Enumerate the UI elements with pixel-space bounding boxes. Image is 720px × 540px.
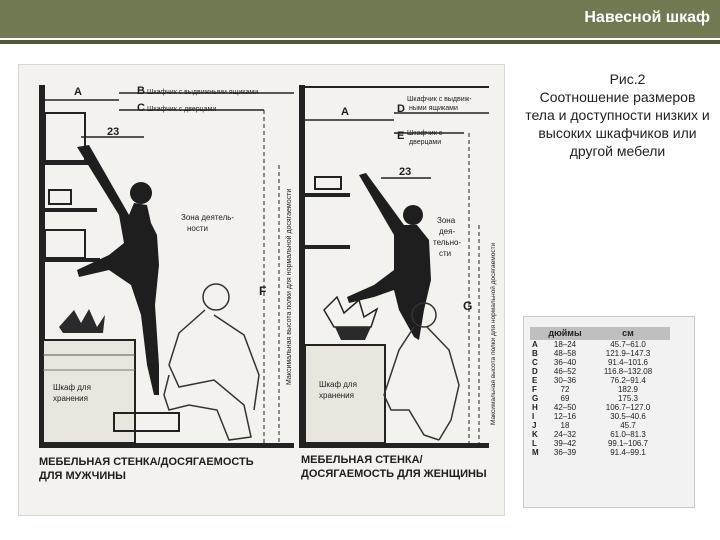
- left-bottom-line1: МЕБЕЛЬНАЯ СТЕНКА/ДОСЯГАЕМОСТЬ: [39, 456, 254, 468]
- left-bottom-line2: ДЛЯ МУЖЧИНЫ: [39, 470, 126, 482]
- label-f: F: [259, 284, 267, 298]
- row-inches: 36–40: [553, 358, 577, 367]
- figure-description: Соотношение размеров тела и доступности низких и высоких шкафчиков или другой мебели: [525, 89, 710, 159]
- crouching-male-head: [203, 284, 229, 310]
- row-inches: 30–36: [553, 376, 577, 385]
- row-cm: 116.8–132.08: [603, 367, 653, 376]
- female-head: [403, 205, 423, 225]
- right-vertical-text: Максимальная высота полки для нормальной досягаемости: [490, 242, 497, 425]
- figure-number: Рис.2: [609, 71, 646, 87]
- label-c-text: Шкафчик с дверцами: [147, 106, 217, 113]
- table-header-row: [530, 327, 670, 340]
- table-row: [530, 439, 670, 448]
- label-b-text: Шкафчик с выдвижными ящиками: [147, 89, 259, 96]
- row-cm: 182.9: [617, 385, 639, 394]
- row-inches: 69: [560, 394, 570, 403]
- drawing-svg: [19, 65, 504, 515]
- table-row: [530, 367, 670, 376]
- label-d-text2: ными ящиками: [409, 105, 458, 112]
- right-shelf-box: [315, 177, 341, 189]
- label-c: C: [137, 102, 145, 114]
- row-label: F: [532, 385, 537, 394]
- row-inches: 46–52: [553, 367, 577, 376]
- row-inches: 24–32: [553, 430, 577, 439]
- dimensions-table: [530, 327, 670, 457]
- table-row: [530, 385, 670, 394]
- left-zone-line1: Зона деятель-: [181, 213, 235, 222]
- table-header-cm: см: [586, 327, 670, 340]
- row-inches: 42–50: [553, 403, 577, 412]
- upper-cabinet: [45, 113, 85, 161]
- crouching-female-figure: [384, 327, 459, 440]
- right-label-a: A: [341, 106, 349, 118]
- anthropometric-drawing: [18, 64, 505, 516]
- shelf-2: [45, 208, 97, 212]
- row-label: D: [532, 367, 538, 376]
- label-e-text2: дверцами: [409, 139, 442, 146]
- right-zone-line3: тельно-: [433, 238, 462, 247]
- row-label: K: [532, 430, 538, 439]
- label-e-text1: Шкафчик с: [407, 130, 443, 137]
- row-cm: 76.2–91.4: [610, 376, 646, 385]
- right-zone-line2: дея-: [439, 227, 456, 236]
- title-divider: [0, 40, 720, 44]
- female-standing-figure: [347, 173, 431, 340]
- left-zone-line2: ности: [187, 224, 208, 233]
- row-label: C: [532, 358, 538, 367]
- plant-icon: [59, 309, 105, 333]
- flower-pot: [335, 327, 371, 340]
- row-label: E: [532, 376, 538, 385]
- left-vertical-text: Максимальная высота полки для нормальной досягаемости: [286, 188, 293, 385]
- row-cm: 99.1–106.7: [607, 439, 649, 448]
- right-storage-line2: хранения: [319, 391, 354, 400]
- row-inches: 39–42: [553, 439, 577, 448]
- right-bottom-line1: МЕБЕЛЬНАЯ СТЕНКА/: [301, 454, 423, 466]
- table-row: [530, 376, 670, 385]
- right-zone-line4: сти: [439, 249, 452, 258]
- row-inches: 72: [560, 385, 570, 394]
- row-inches: 18–24: [553, 340, 577, 349]
- row-inches: 12–16: [553, 412, 577, 421]
- row-label: I: [532, 412, 535, 421]
- table-row: [530, 403, 670, 412]
- left-storage-line2: хранения: [53, 394, 88, 403]
- right-dim-23: 23: [399, 166, 412, 178]
- right-shelf-1: [305, 193, 350, 197]
- label-g: G: [463, 299, 473, 313]
- page-title: Навесной шкаф: [584, 9, 710, 26]
- right-zone-line1: Зона: [437, 216, 456, 225]
- left-storage-line1: Шкаф для: [53, 383, 91, 392]
- shelf-3: [45, 258, 100, 262]
- table-row: [530, 340, 670, 349]
- table-row: [530, 421, 670, 430]
- label-d-text1: Шкафчик с выдвиж-: [407, 96, 472, 103]
- table-row: [530, 412, 670, 421]
- right-storage-line1: Шкаф для: [319, 380, 357, 389]
- table-row: [530, 349, 670, 358]
- row-inches: 48–58: [553, 349, 577, 358]
- table-header-cell: [530, 327, 544, 340]
- row-label: J: [532, 421, 537, 430]
- row-inches: 18: [560, 421, 570, 430]
- row-cm: 106.7–127.0: [605, 403, 651, 412]
- shelf-box: [49, 190, 71, 204]
- mid-cabinet: [45, 230, 85, 258]
- row-label: M: [532, 448, 539, 457]
- table-row: [530, 358, 670, 367]
- row-cm: 175.3: [617, 394, 639, 403]
- row-cm: 45.7–61.0: [610, 340, 646, 349]
- right-bottom-line2: ДОСЯГАЕМОСТЬ ДЛЯ ЖЕНЩИНЫ: [301, 468, 487, 480]
- figure-caption: [525, 70, 710, 160]
- table-row: [530, 448, 670, 457]
- row-cm: 121.9–147.3: [605, 349, 651, 358]
- label-e: E: [397, 130, 405, 142]
- table-row: [530, 394, 670, 403]
- label-a: A: [74, 86, 82, 98]
- label-b: B: [137, 85, 145, 97]
- row-label: H: [532, 403, 538, 412]
- dim-23: 23: [107, 126, 120, 138]
- label-d: D: [397, 103, 405, 115]
- dimensions-table-panel: [523, 316, 695, 508]
- table-header-inches: дюймы: [544, 327, 586, 340]
- table-row: [530, 430, 670, 439]
- row-label: G: [532, 394, 539, 403]
- right-shelf-2: [305, 245, 350, 249]
- male-head: [130, 182, 152, 204]
- row-cm: 45.7: [620, 421, 636, 430]
- row-label: B: [532, 349, 538, 358]
- row-cm: 91.4–99.1: [610, 448, 646, 457]
- row-cm: 91.4–101.6: [607, 358, 649, 367]
- row-inches: 36–39: [553, 448, 577, 457]
- row-cm: 30.5–40.6: [610, 412, 646, 421]
- title-bar: [0, 0, 720, 38]
- row-label: L: [532, 439, 537, 448]
- row-label: A: [532, 340, 538, 349]
- row-cm: 61.0–81.3: [610, 430, 646, 439]
